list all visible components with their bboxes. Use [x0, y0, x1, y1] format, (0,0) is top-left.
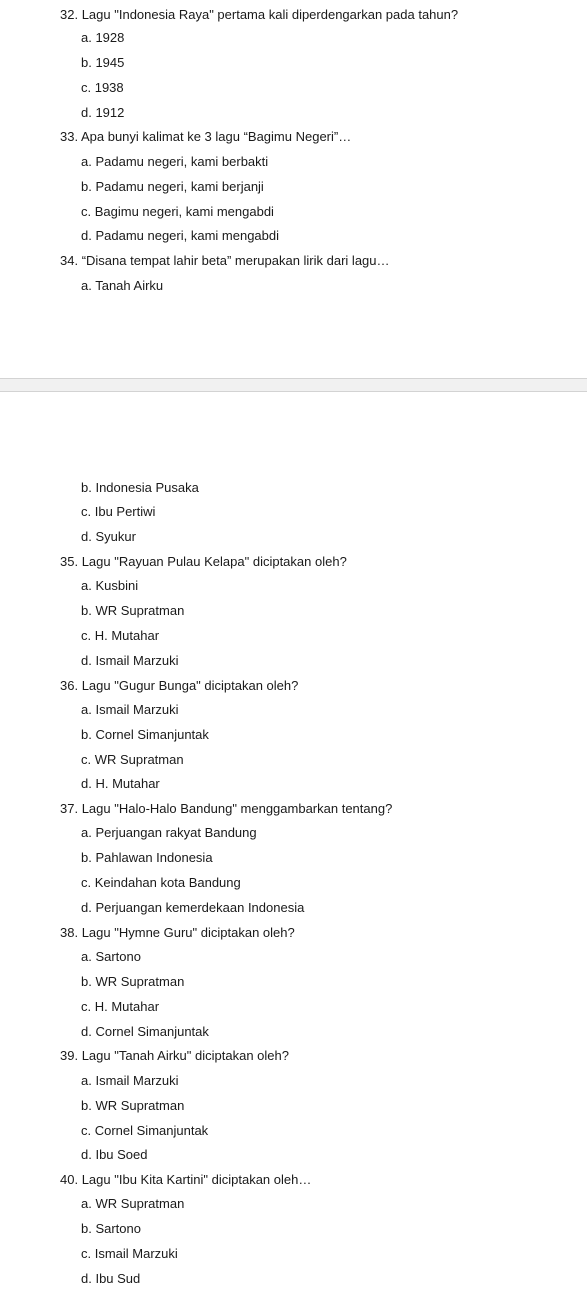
option-b: b. Pahlawan Indonesia — [81, 850, 213, 865]
option-b: b. Indonesia Pusaka — [81, 480, 199, 495]
option-d: d. 1912 — [81, 105, 125, 120]
option-d: d. Ismail Marzuki — [81, 653, 179, 668]
option-c: c. Ibu Pertiwi — [81, 504, 156, 519]
option-c: c. H. Mutahar — [81, 628, 160, 643]
question-text: 37. Lagu "Halo-Halo Bandung" menggambarkan tentang? — [60, 801, 393, 816]
question-text: 40. Lagu "Ibu Kita Kartini" diciptakan oleh… — [60, 1172, 312, 1187]
option-a: a. Ismail Marzuki — [81, 1073, 179, 1088]
option-d: d. Syukur — [81, 529, 136, 544]
option-d: d. Padamu negeri, kami mengabdi — [81, 228, 280, 243]
option-d: d. Cornel Simanjuntak — [81, 1024, 209, 1039]
option-b: b. WR Supratman — [81, 974, 185, 989]
option-a: a. Ismail Marzuki — [81, 702, 179, 717]
option-c: c. Keindahan kota Bandung — [81, 875, 241, 890]
option-d: d. Perjuangan kemerdekaan Indonesia — [81, 900, 305, 915]
option-a: a. 1928 — [81, 30, 125, 45]
question-text: 38. Lagu "Hymne Guru" diciptakan oleh? — [60, 925, 295, 940]
option-c: c. Bagimu negeri, kami mengabdi — [81, 204, 274, 219]
page-break-divider — [0, 378, 587, 392]
option-c: c. Cornel Simanjuntak — [81, 1123, 209, 1138]
option-a: a. Perjuangan rakyat Bandung — [81, 825, 257, 840]
option-b: b. Cornel Simanjuntak — [81, 727, 209, 742]
option-b: b. 1945 — [81, 55, 125, 70]
option-b: b. Sartono — [81, 1221, 141, 1236]
question-text: 32. Lagu "Indonesia Raya" pertama kali diperdengarkan pada tahun? — [60, 7, 459, 22]
question-text: 34. “Disana tempat lahir beta” merupakan lirik dari lagu… — [60, 253, 390, 268]
document-page-bottom — [0, 392, 587, 1310]
question-text: 39. Lagu "Tanah Airku" diciptakan oleh? — [60, 1048, 289, 1063]
question-text: 36. Lagu "Gugur Bunga" diciptakan oleh? — [60, 678, 299, 693]
option-b: b. WR Supratman — [81, 603, 185, 618]
option-d: d. Ibu Sud — [81, 1271, 141, 1286]
option-c: c. WR Supratman — [81, 752, 184, 767]
question-text: 33. Apa bunyi kalimat ke 3 lagu “Bagimu Negeri”… — [60, 129, 352, 144]
document-page-top — [0, 0, 587, 378]
option-d: d. Ibu Soed — [81, 1147, 148, 1162]
option-c: c. H. Mutahar — [81, 999, 160, 1014]
option-a: a. Padamu negeri, kami berbakti — [81, 154, 269, 169]
option-b: b. WR Supratman — [81, 1098, 185, 1113]
option-a: a. Sartono — [81, 949, 141, 964]
question-text: 35. Lagu "Rayuan Pulau Kelapa" diciptakan oleh? — [60, 554, 347, 569]
option-c: c. 1938 — [81, 80, 124, 95]
option-c: c. Ismail Marzuki — [81, 1246, 178, 1261]
option-b: b. Padamu negeri, kami berjanji — [81, 179, 264, 194]
option-a: a. WR Supratman — [81, 1196, 185, 1211]
option-d: d. H. Mutahar — [81, 776, 160, 791]
option-a: a. Kusbini — [81, 578, 139, 593]
option-a: a. Tanah Airku — [81, 278, 164, 293]
